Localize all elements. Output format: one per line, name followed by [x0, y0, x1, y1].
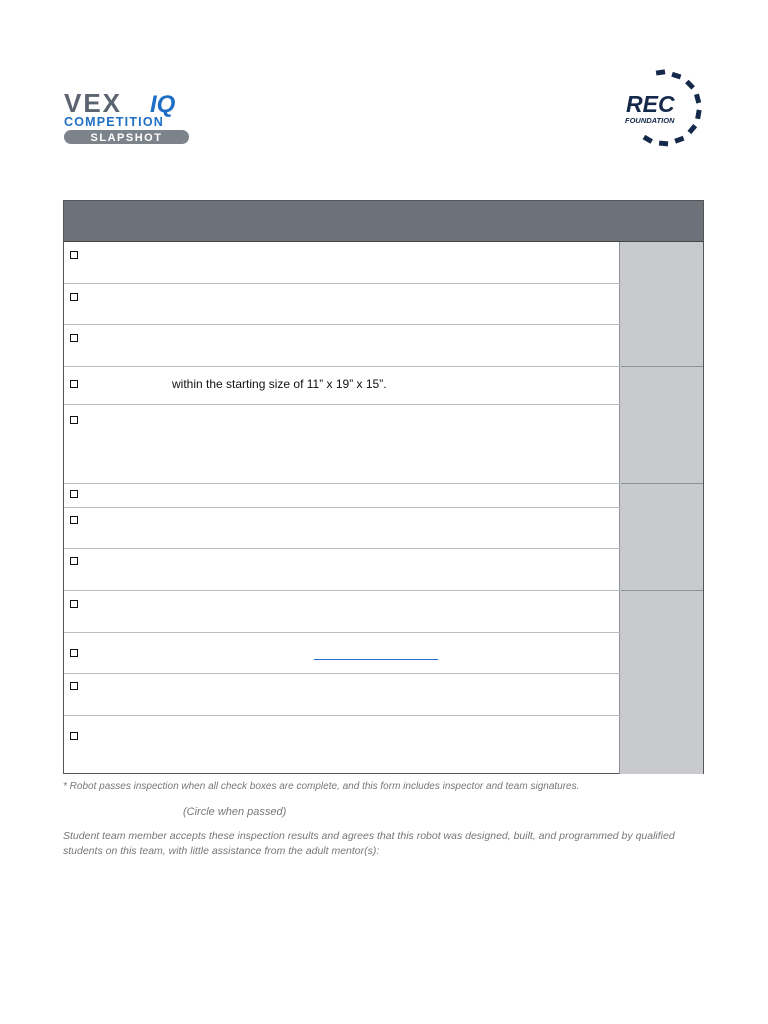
rec-wordmark: REC — [626, 91, 675, 117]
checkbox[interactable] — [70, 732, 78, 740]
checklist-row — [64, 549, 621, 591]
checkbox[interactable] — [70, 682, 78, 690]
competition-wordmark: COMPETITION — [64, 115, 165, 129]
rec-foundation-logo — [620, 68, 710, 152]
side-column-group-3 — [619, 484, 703, 591]
table-header — [64, 201, 703, 242]
foundation-wordmark: FOUNDATION — [625, 116, 675, 125]
slapshot-wordmark: SLAPSHOT — [90, 132, 163, 144]
checklist-row — [64, 325, 621, 367]
iq-wordmark: IQ — [150, 91, 176, 118]
checkbox[interactable] — [70, 334, 78, 342]
checkbox[interactable] — [70, 380, 78, 388]
checklist-row — [64, 242, 621, 284]
checkbox[interactable] — [70, 516, 78, 524]
hyperlink-underline[interactable] — [314, 659, 438, 660]
checklist-row — [64, 716, 621, 774]
inspection-checklist-table — [63, 200, 704, 774]
team-acceptance-statement: Student team member accepts these inspection results and agrees that this robot was designed, built, and programmed by qualified students on this team, with little assistance from the adult mentor(s): — [63, 830, 675, 857]
checklist-row — [64, 405, 621, 484]
checkbox[interactable] — [70, 649, 78, 657]
vex-wordmark: VEX — [64, 88, 123, 118]
checkbox[interactable] — [70, 251, 78, 259]
side-column-group-4 — [619, 591, 703, 774]
pass-criteria-footnote: * Robot passes inspection when all check boxes are complete, and this form includes inspector and team signatures. — [63, 781, 580, 792]
circle-when-passed-note: (Circle when passed) — [183, 806, 287, 818]
checklist-row — [64, 484, 621, 508]
vex-iq-slapshot-logo — [62, 88, 192, 146]
checklist-row — [64, 591, 621, 633]
checklist-row — [64, 508, 621, 549]
checklist-row — [64, 367, 621, 405]
checkbox[interactable] — [70, 557, 78, 565]
checklist-row — [64, 633, 621, 674]
checkbox[interactable] — [70, 293, 78, 301]
checkbox[interactable] — [70, 490, 78, 498]
side-column-group-2 — [619, 367, 703, 484]
checkbox[interactable] — [70, 600, 78, 608]
side-column-group-1 — [619, 242, 703, 367]
checklist-row — [64, 674, 621, 716]
checkbox[interactable] — [70, 416, 78, 424]
row-text: within the starting size of 11” x 19” x 15”. — [172, 377, 387, 391]
checklist-row — [64, 284, 621, 325]
